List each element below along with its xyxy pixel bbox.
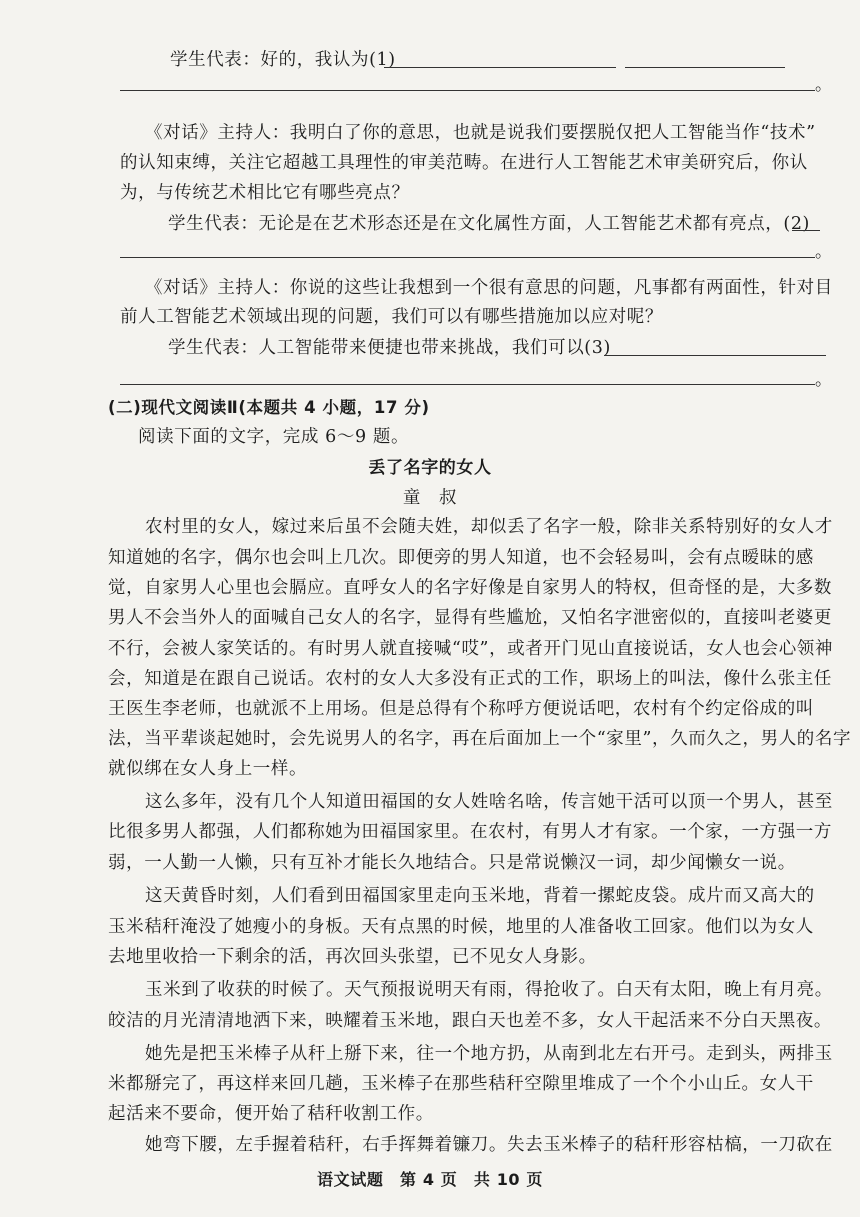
section-heading: (二)现代文阅读Ⅱ(本题共 4 小题，17 分) — [108, 398, 430, 417]
period: 。 — [815, 370, 832, 390]
answer-line — [120, 90, 815, 91]
article-title: 丢了名字的女人 — [368, 458, 492, 478]
article-line: 起活来不要命，便开始了秸秆收割工作。 — [108, 1104, 434, 1124]
article-line: 米都掰完了，再这样来回几趟，玉米棒子在那些秸秆空隙里堆成了一个个小山丘。女人干 — [108, 1074, 814, 1094]
student-answer-3-prompt: 学生代表：人工智能带来便捷也带来挑战，我们可以(3) — [168, 338, 611, 358]
article-line: 这么多年，没有几个人知道田福国的女人姓啥名啥，传言她干活可以顶一个男人，甚至 — [145, 792, 833, 812]
period: 。 — [815, 242, 832, 262]
article-line: 农村里的女人，嫁过来后虽不会随夫姓，却似丢了名字一般，除非关系特别好的女人才 — [145, 517, 833, 537]
article-line: 玉米到了收获的时候了。天气预报说明天有雨，得抢收了。白天有太阳，晚上有月亮。 — [145, 980, 833, 1000]
host-question-2-line1: 《对话》主持人：我明白了你的意思，也就是说我们要摆脱仅把人工智能当作“技术” — [145, 123, 816, 143]
article-line: 不行，会被人家笑话的。有时男人就直接喊“哎”，或者开门见山直接说话，女人也会心领神 — [108, 639, 833, 659]
answer-line — [120, 384, 815, 385]
article-line: 王医生李老师，也就派不上用场。但是总得有个称呼方便说话吧，农村有个约定俗成的叫 — [108, 699, 814, 719]
article-line: 会，知道是在跟自己说话。农村的女人大多没有正式的工作，职场上的叫法，像什么张主任 — [108, 669, 832, 689]
article-line: 男人不会当外人的面喊自己女人的名字，显得有些尴尬，又怕名字泄密似的，直接叫老婆更 — [108, 608, 832, 628]
article-line: 法，当平辈谈起她时，会先说男人的名字，再在后面加上一个“家里”，久而久之，男人的名字 — [108, 729, 852, 749]
section-instruction: 阅读下面的文字，完成 6～9 题。 — [138, 427, 410, 447]
article-line: 她弯下腰，左手握着秸秆，右手挥舞着镰刀。失去玉米棒子的秸秆形容枯槁，一刀砍在 — [145, 1135, 833, 1155]
answer-line — [384, 67, 616, 68]
page-footer: 语文试题 第 4 页 共 10 页 — [317, 1170, 543, 1189]
article-line: 这天黄昏时刻，人们看到田福国家里走向玉米地，背着一摞蛇皮袋。成片而又高大的 — [145, 886, 815, 906]
article-line: 皎洁的月光清清地洒下来，映耀着玉米地，跟白天也差不多，女人干起活来不分白天黑夜。 — [108, 1011, 832, 1031]
host-question-3-line2: 前人工智能艺术领域出现的问题，我们可以有哪些措施加以应对呢？ — [120, 307, 663, 327]
host-question-2-line2: 的认知束缚，关注它超越工具理性的审美范畴。在进行人工智能艺术审美研究后，你认 — [120, 153, 808, 173]
answer-line — [120, 257, 815, 258]
student-answer-1-prompt: 学生代表：好的，我认为(1) — [170, 50, 396, 70]
host-question-3-line1: 《对话》主持人：你说的这些让我想到一个很有意思的问题，凡事都有两面性，针对目 — [145, 278, 833, 298]
article-line: 她先是把玉米棒子从秆上掰下来，往一个地方扔，从南到北左右开弓。走到头，两排玉 — [145, 1044, 833, 1064]
article-line: 就似绑在女人身上一样。 — [108, 759, 308, 779]
answer-line — [792, 230, 820, 231]
period: 。 — [815, 75, 832, 95]
article-line: 比很多男人都强，人们都称她为田福国家里。在农村，有男人才有家。一个家，一方强一方 — [108, 822, 832, 842]
article-line: 知道她的名字，偶尔也会叫上几次。即便旁的男人知道，也不会轻易叫，会有点暧昧的感 — [108, 548, 814, 568]
article-line: 觉，自家男人心里也会膈应。直呼女人的名字好像是自家男人的特权，但奇怪的是，大多数 — [108, 578, 832, 598]
student-answer-2-prompt: 学生代表：无论是在艺术形态还是在文化属性方面，人工智能艺术都有亮点，(2) — [168, 214, 810, 234]
article-line: 玉米秸秆淹没了她瘦小的身板。天有点黑的时候，地里的人准备收工回家。他们以为女人 — [108, 917, 814, 937]
article-line: 弱，一人勤一人懒，只有互补才能长久地结合。只是常说懒汉一词，却少闻懒女一说。 — [108, 853, 796, 873]
answer-line — [625, 67, 785, 68]
host-question-2-line3: 为，与传统艺术相比它有哪些亮点？ — [120, 183, 410, 203]
article-line: 去地里收拾一下剩余的活，再次回头张望，已不见女人身影。 — [108, 947, 597, 967]
article-author: 童 叔 — [402, 488, 458, 508]
answer-line — [604, 355, 826, 356]
